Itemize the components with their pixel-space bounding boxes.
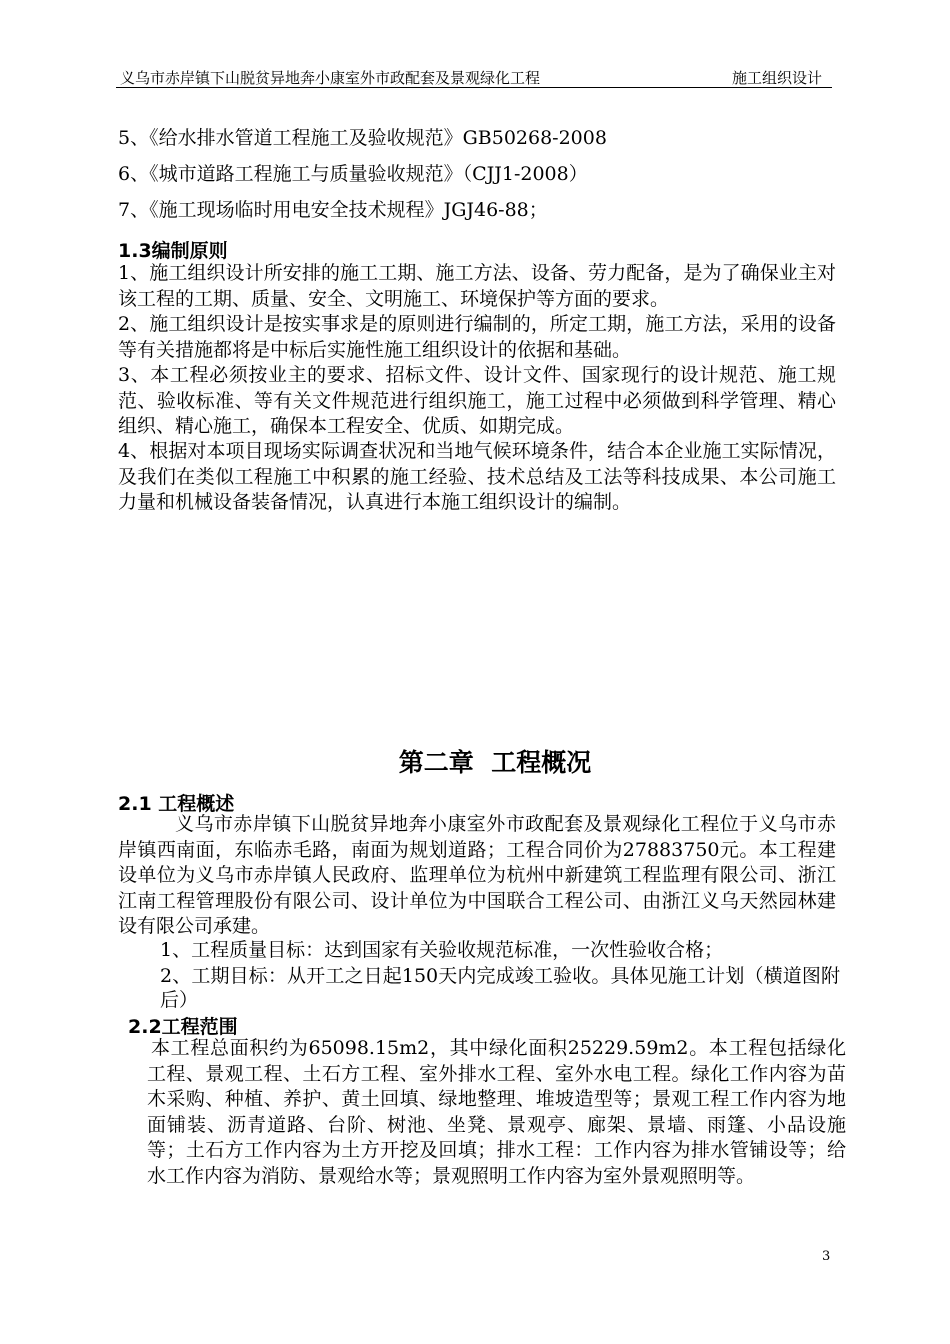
paragraph: 2、施工组织设计是按实事求是的原则进行编制的，所定工期，施工方法，采用的设备等有关措施都将是中标后实施性施工组织设计的依据和基础。 bbox=[118, 313, 836, 361]
schedule-goal: 2、工期目标：从开工之日起150天内完成竣工验收。具体见施工计划（横道图附后） bbox=[160, 965, 840, 1011]
paragraph: 3、本工程必须按业主的要求、招标文件、设计文件、国家现行的设计规范、施工规范、验收标准、等有关文件规范进行组织施工，施工过程中必须做到科学管理、精心组织、精心施工，确保本工程安全、优质、如期完成。 bbox=[118, 364, 836, 437]
reference-list bbox=[118, 120, 838, 228]
page-number: 3 bbox=[822, 1249, 831, 1264]
paragraph: 本工程总面积约为65098.15m2，其中绿化面积25229.59m2。本工程包括绿化工程、景观工程、土石方工程、室外排水工程、室外水电工程。绿化工作内容为苗木采购、种植、养护、黄土回填、绿地整理、堆坡造型等；景观工程工作内容为地面铺装、沥青道路、台阶、树池、坐凳、景观亭、廊架、景墙、雨篷、小品设施等；土石方工作内容为土方开挖及回填；排水工程：工作内容为排水管铺设等；给水工作内容为消防、景观给水等；景观照明工作内容为室外景观照明等。 bbox=[147, 1037, 846, 1187]
section-heading-2-1: 2.1 工程概述 bbox=[118, 793, 235, 815]
reference-item: 5、《给水排水管道工程施工及验收规范》GB50268-2008 bbox=[118, 127, 607, 149]
quality-goal: 1、工程质量目标：达到国家有关验收规范标准，一次性验收合格； bbox=[160, 939, 724, 961]
page-header bbox=[116, 63, 832, 88]
chapter-title: 第二章 工程概况 bbox=[398, 748, 592, 777]
paragraph: 义乌市赤岸镇下山脱贫异地奔小康室外市政配套及景观绿化工程位于义乌市赤岸镇西南面，东临赤毛路，南面为规划道路；工程合同价为27883750元。本工程建设单位为义乌市赤岸镇人民政府、监理单位为杭州中新建筑工程监理有限公司、浙江江南工程管理股份有限公司、设计单位为中国联合工程公司、由浙江义乌天然园林建设有限公司承建。 bbox=[118, 813, 836, 937]
reference-item: 7、《施工现场临时用电安全技术规程》JGJ46-88； bbox=[118, 199, 548, 221]
header-doc-type: 施工组织设计 bbox=[731, 69, 822, 87]
reference-item: 6、《城市道路工程施工与质量验收规范》（CJJ1-2008） bbox=[118, 163, 588, 185]
section-heading-1-3: 1.3编制原则 bbox=[118, 240, 228, 262]
paragraph: 1、施工组织设计所安排的施工工期、施工方法、设备、劳力配备，是为了确保业主对该工程的工期、质量、安全、文明施工、环境保护等方面的要求。 bbox=[118, 262, 836, 310]
section-heading-2-2: 2.2工程范围 bbox=[128, 1016, 238, 1038]
header-project-title: 义乌市赤岸镇下山脱贫异地奔小康室外市政配套及景观绿化工程 bbox=[120, 69, 541, 87]
paragraph: 4、根据对本项目现场实际调查状况和当地气候环境条件，结合本企业施工实际情况，及我们在类似工程施工中积累的施工经验、技术总结及工法等科技成果、本公司施工力量和机械设备装备情况，认真进行本施工组织设计的编制。 bbox=[118, 440, 836, 513]
